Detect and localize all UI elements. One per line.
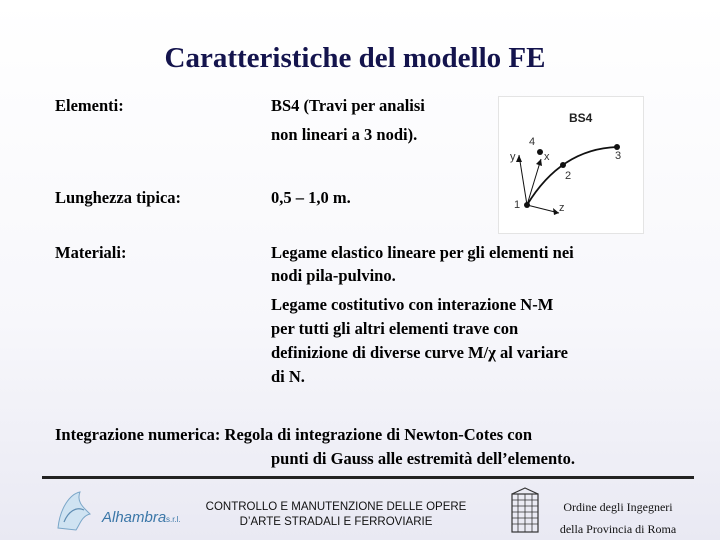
footer-right-line2: della Provincia di Roma bbox=[559, 522, 677, 536]
node-label-4: 4 bbox=[529, 136, 536, 148]
integrazione-line1: Integrazione numerica: Regola di integrazione di Newton-Cotes con bbox=[55, 425, 533, 444]
bs4-element-diagram bbox=[498, 96, 644, 234]
node-4 bbox=[537, 149, 543, 155]
beam-curve bbox=[527, 147, 617, 205]
building-logo-icon bbox=[506, 486, 544, 534]
value-elementi-line2: non lineari a 3 nodi). bbox=[271, 125, 418, 144]
footer-center-line1: CONTROLLO E MANUTENZIONE DELLE OPERE bbox=[205, 501, 467, 513]
footer-divider bbox=[42, 476, 694, 479]
footer-center-text bbox=[196, 500, 476, 530]
axis-label-z: z bbox=[559, 202, 565, 214]
materiali-line-1: Legame elastico lineare per gli elementi nei bbox=[271, 243, 574, 262]
node-label-1: 1 bbox=[514, 199, 521, 211]
alhambra-logo-suffix: s.r.l. bbox=[166, 515, 181, 524]
materiali-line-4: per tutti gli altri elementi trave con bbox=[271, 319, 519, 338]
label-materiali: Materiali: bbox=[55, 243, 127, 262]
node-label-3: 3 bbox=[615, 150, 622, 162]
diagram-title: BS4 bbox=[569, 111, 593, 125]
y-axis-line bbox=[519, 155, 527, 205]
footer-right-text bbox=[553, 496, 683, 540]
label-elementi: Elementi: bbox=[55, 96, 124, 115]
materiali-line-3: Legame costitutivo con interazione N-M bbox=[271, 295, 554, 314]
materiali-line-2: nodi pila-pulvino. bbox=[271, 266, 396, 285]
footer-center-line2: D’ARTE STRADALI E FERROVIARIE bbox=[239, 516, 433, 528]
axis-label-y: y bbox=[510, 151, 516, 163]
x-axis-arrow bbox=[536, 159, 542, 166]
integrazione-line2: punti di Gauss alle estremità dell’elemento. bbox=[271, 449, 576, 468]
materiali-line-5: definizione di diverse curve M/χ al variare bbox=[271, 343, 568, 362]
x-axis-line bbox=[527, 159, 541, 205]
node-1 bbox=[524, 202, 530, 208]
materiali-line-6: di N. bbox=[271, 367, 305, 386]
value-lunghezza: 0,5 – 1,0 m. bbox=[271, 188, 351, 207]
label-lunghezza: Lunghezza tipica: bbox=[55, 188, 182, 207]
page-title: Caratteristiche del modello FE bbox=[164, 42, 546, 74]
axis-label-x: x bbox=[544, 151, 550, 163]
alhambra-logo-text: Alhambra bbox=[102, 509, 167, 526]
alhambra-logo bbox=[50, 488, 190, 534]
y-axis-arrow bbox=[516, 155, 522, 162]
value-elementi-line1: BS4 (Travi per analisi bbox=[271, 96, 425, 115]
alhambra-logo-mark bbox=[58, 492, 90, 530]
node-2 bbox=[560, 162, 566, 168]
footer-right-line1: Ordine degli Ingegneri bbox=[563, 500, 673, 514]
node-label-2: 2 bbox=[565, 170, 572, 182]
